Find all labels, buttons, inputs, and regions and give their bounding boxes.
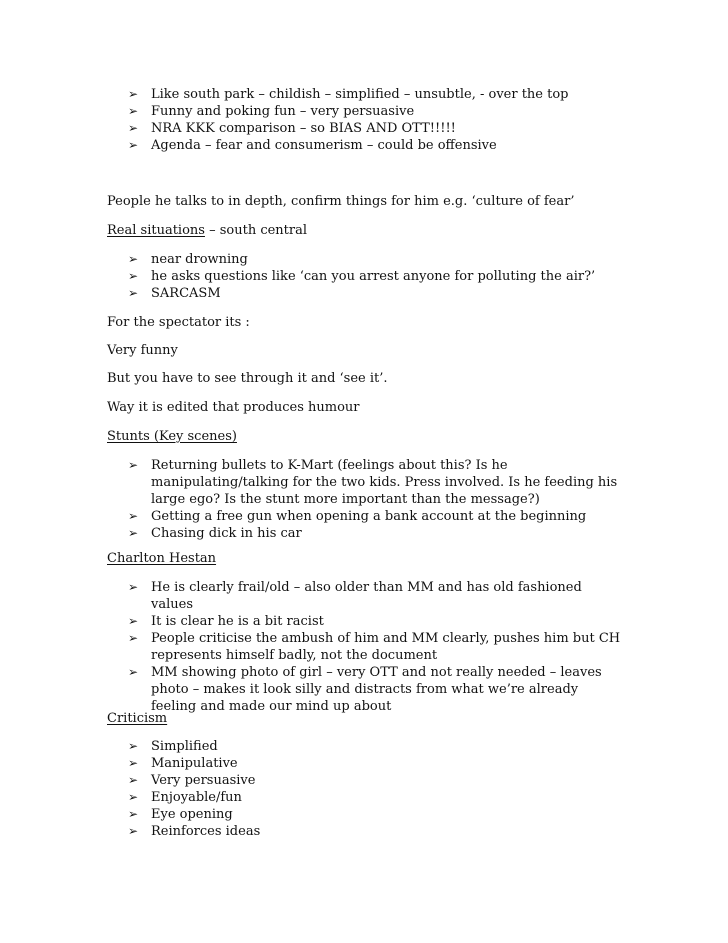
arrow-bullet-icon: ➢ bbox=[128, 807, 139, 821]
list-item: ➢ Like south park – childish – simplified – unsubtle, - over the top bbox=[128, 87, 569, 102]
paragraph-people: People he talks to in depth, confirm things for him e.g. ‘culture of fear’ bbox=[107, 194, 575, 209]
list-item: ➢ Agenda – fear and consumerism – could be offensive bbox=[128, 138, 497, 153]
arrow-bullet-icon: ➢ bbox=[128, 614, 139, 628]
real-situations-rest: – south central bbox=[204, 223, 308, 238]
list-item: ➢ People criticise the ambush of him and MM clearly, pushes him but CH represents himself badly, not the document bbox=[128, 631, 621, 663]
list-item: ➢ Manipulative bbox=[128, 756, 238, 771]
very-funny-line: Very funny bbox=[107, 343, 178, 358]
real-situations-heading-line bbox=[107, 222, 648, 239]
arrow-bullet-icon: ➢ bbox=[128, 252, 139, 266]
charlton-list bbox=[107, 579, 625, 715]
arrow-bullet-icon: ➢ bbox=[128, 87, 139, 101]
see-through-line: But you have to see through it and ‘see it’. bbox=[107, 371, 388, 386]
list-item: ➢ he asks questions like ‘can you arrest anyone for polluting the air?’ bbox=[128, 269, 596, 284]
edited-line: Way it is edited that produces humour bbox=[107, 400, 360, 415]
arrow-bullet-icon: ➢ bbox=[128, 756, 139, 770]
list-item: ➢ Funny and poking fun – very persuasive bbox=[128, 104, 415, 119]
arrow-bullet-icon: ➢ bbox=[128, 269, 139, 283]
criticism-heading: Criticism bbox=[107, 711, 168, 726]
charlton-heading-line bbox=[107, 550, 648, 567]
list-item: ➢ MM showing photo of girl – very OTT and not really needed – leaves photo – makes it look silly and distracts from what we’re already feeling and made our mind up about bbox=[128, 665, 602, 714]
real-situations-heading: Real situations bbox=[107, 223, 205, 238]
stunts-heading-line bbox=[107, 428, 648, 445]
list-item: ➢ SARCASM bbox=[128, 286, 221, 301]
list-item: ➢ Getting a free gun when opening a bank account at the beginning bbox=[128, 509, 587, 524]
arrow-bullet-icon: ➢ bbox=[128, 286, 139, 300]
stunts-list bbox=[107, 457, 625, 542]
arrow-bullet-icon: ➢ bbox=[128, 509, 139, 523]
stunts-heading: Stunts (Key scenes) bbox=[107, 429, 237, 444]
list-item: ➢ Reinforces ideas bbox=[128, 824, 261, 839]
real-situations-list bbox=[107, 251, 628, 302]
top-bullet-list bbox=[107, 86, 628, 154]
charlton-heading: Charlton Hestan bbox=[107, 551, 217, 566]
arrow-bullet-icon: ➢ bbox=[128, 458, 139, 472]
arrow-bullet-icon: ➢ bbox=[128, 580, 139, 594]
arrow-bullet-icon: ➢ bbox=[128, 631, 139, 645]
list-item: ➢ Eye opening bbox=[128, 807, 233, 822]
criticism-heading-line bbox=[107, 710, 648, 727]
arrow-bullet-icon: ➢ bbox=[128, 739, 139, 753]
list-item: ➢ Chasing dick in his car bbox=[128, 526, 302, 541]
arrow-bullet-icon: ➢ bbox=[128, 790, 139, 804]
spectator-line: For the spectator its : bbox=[107, 315, 250, 330]
list-item: ➢ Very persuasive bbox=[128, 773, 256, 788]
list-item: ➢ He is clearly frail/old – also older than MM and has old fashioned values bbox=[128, 580, 582, 612]
arrow-bullet-icon: ➢ bbox=[128, 824, 139, 838]
list-item: ➢ Returning bullets to K-Mart (feelings about this? Is he manipulating/talking for the two kids. Press involved. Is he feeding his large ego? Is the stunt more important than the message?) bbox=[128, 458, 618, 507]
arrow-bullet-icon: ➢ bbox=[128, 138, 139, 152]
list-item: ➢ Simplified bbox=[128, 739, 218, 754]
arrow-bullet-icon: ➢ bbox=[128, 526, 139, 540]
list-item: ➢ Enjoyable/fun bbox=[128, 790, 242, 805]
criticism-list bbox=[107, 738, 628, 840]
arrow-bullet-icon: ➢ bbox=[128, 104, 139, 118]
arrow-bullet-icon: ➢ bbox=[128, 121, 139, 135]
arrow-bullet-icon: ➢ bbox=[128, 665, 139, 679]
arrow-bullet-icon: ➢ bbox=[128, 773, 139, 787]
list-item: ➢ NRA KKK comparison – so BIAS AND OTT!!!!! bbox=[128, 121, 456, 136]
list-item: ➢ It is clear he is a bit racist bbox=[128, 614, 324, 629]
list-item: ➢ near drowning bbox=[128, 252, 248, 267]
